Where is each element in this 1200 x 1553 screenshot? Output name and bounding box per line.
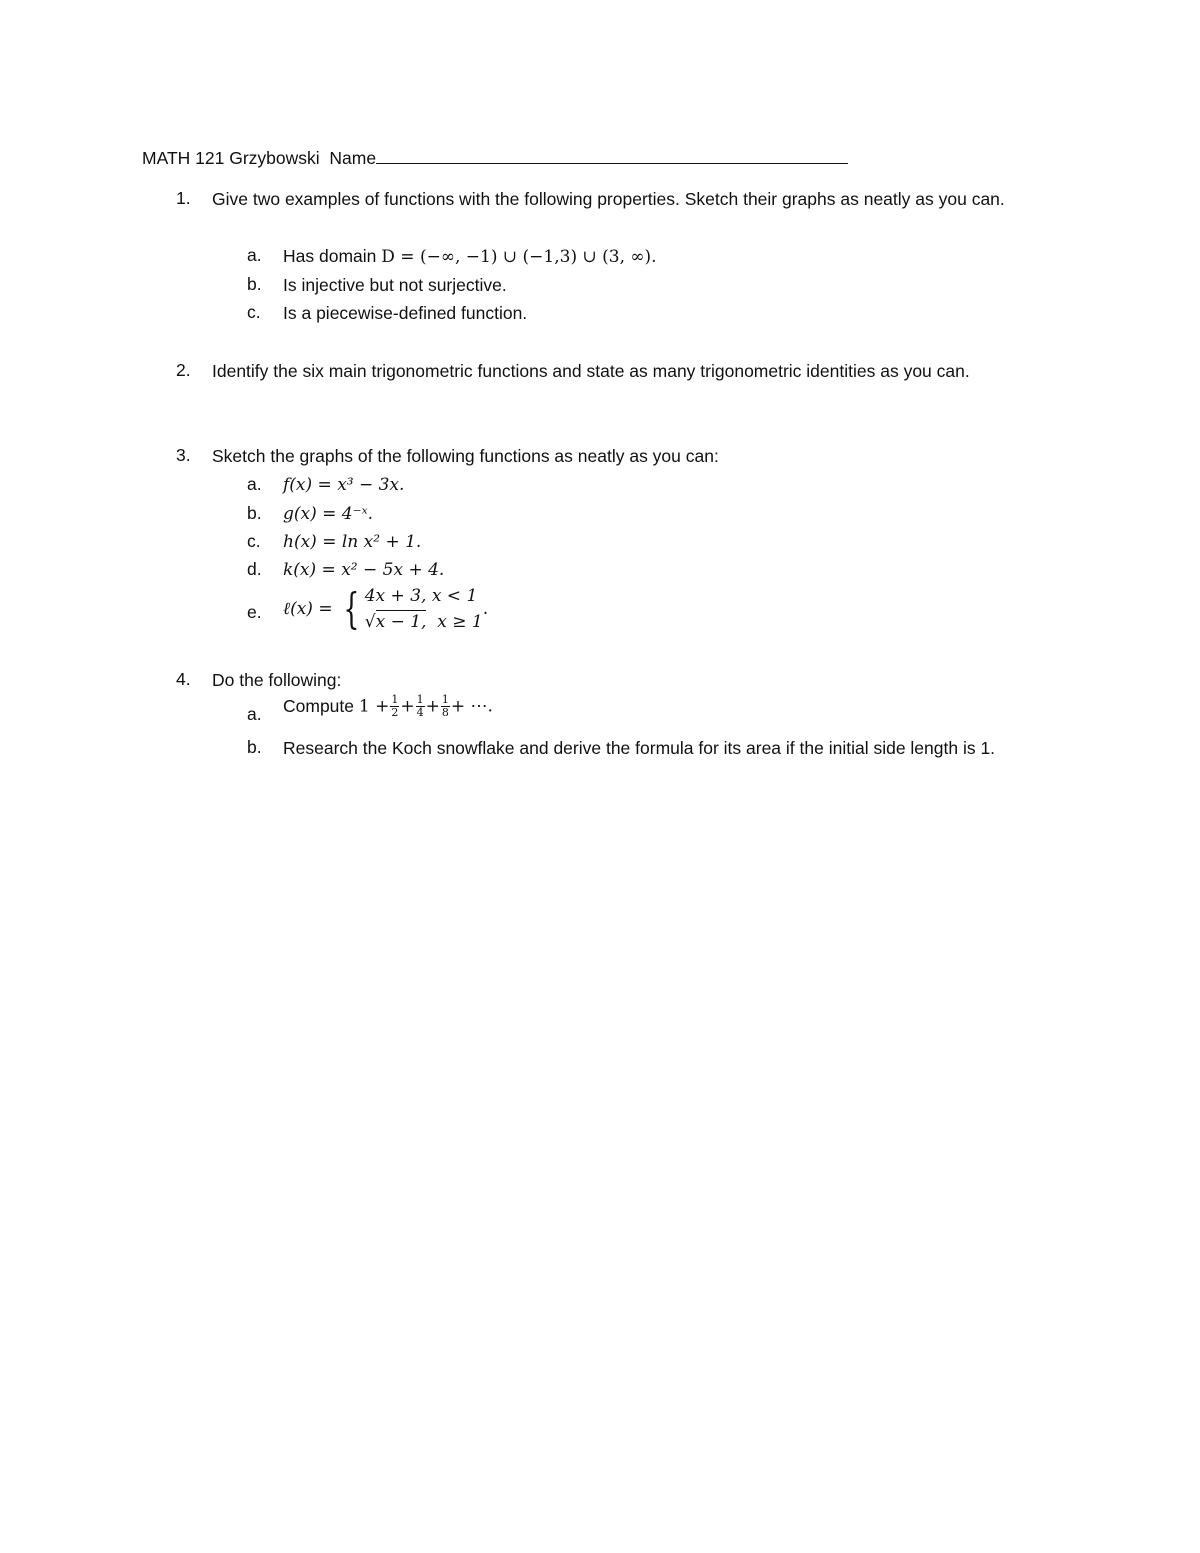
fraction-2 — [416, 694, 425, 719]
q3-part-e-case-2-radicand: x − 1, — [375, 612, 427, 632]
q3-part-d-letter: d. — [247, 559, 262, 579]
q3-part-c-letter: c. — [247, 531, 261, 551]
fraction-2-den: 4 — [416, 706, 424, 719]
q1-part-c-text: Is a piecewise-defined function. — [283, 303, 528, 323]
q3-part-d-math: k(x) = x² − 5x + 4. — [283, 560, 445, 580]
question-1-text: Give two examples of functions with the following properties. Sketch their graphs as neatly as you can. — [212, 189, 1005, 209]
question-3-text: Sketch the graphs of the following functions as neatly as you can: — [212, 446, 719, 466]
name-label: Name — [329, 148, 377, 168]
q3-part-a-math: f(x) = x³ − 3x. — [283, 475, 405, 495]
header — [142, 145, 848, 169]
question-4-number: 4. — [176, 669, 191, 689]
question-2-number: 2. — [176, 360, 191, 380]
q1-part-a-letter: a. — [247, 245, 262, 265]
plus-sign: + — [425, 696, 440, 717]
q3-part-c-math: h(x) = ln x² + 1. — [283, 532, 422, 552]
question-1-number: 1. — [176, 188, 191, 208]
course-code: MATH 121 — [142, 148, 225, 168]
q1-part-a — [283, 242, 1053, 272]
q3-part-e-period: . — [482, 599, 489, 619]
fraction-1-num: 1 — [391, 693, 399, 706]
fraction-1-den: 2 — [391, 706, 399, 719]
q3-part-e-letter: e. — [247, 602, 262, 622]
q4-part-a-letter: a. — [247, 704, 262, 724]
name-blank-line — [376, 145, 848, 164]
fraction-3-num: 1 — [441, 693, 449, 706]
fraction-3-den: 8 — [441, 706, 449, 719]
fraction-3 — [441, 694, 450, 719]
q4-part-a — [283, 694, 1053, 719]
plus-sign: + — [400, 696, 415, 717]
q4-part-b-letter: b. — [247, 737, 262, 757]
q3-part-e-case-1: 4x + 3, x < 1 — [364, 586, 478, 606]
question-3-number: 3. — [176, 445, 191, 465]
q3-part-b-letter: b. — [247, 503, 262, 523]
q4-part-a-text: Compute — [283, 696, 355, 716]
q1-part-a-math: D = (−∞, −1) ∪ (−1,3) ∪ (3, ∞). — [381, 247, 657, 267]
q3-part-e-lhs: ℓ(x) = — [283, 599, 333, 619]
q1-part-a-text: Has domain — [283, 246, 377, 266]
q1-part-b-text: Is injective but not surjective. — [283, 275, 507, 295]
q3-part-e-case-2: √x − 1, x ≥ 1 — [364, 612, 483, 632]
q1-part-b-letter: b. — [247, 274, 262, 294]
q4-part-a-math-start: 1 + — [358, 696, 390, 717]
q3-part-a-letter: a. — [247, 474, 262, 494]
q3-part-b-math: g(x) = 4⁻ˣ. — [283, 504, 374, 524]
q4-part-a-math-end: + ⋯. — [450, 696, 493, 717]
q3-part-e-case-2-cond: x ≥ 1 — [437, 612, 483, 632]
instructor-name: Grzybowski — [229, 148, 320, 168]
fraction-2-num: 1 — [416, 693, 424, 706]
q1-part-c-letter: c. — [247, 302, 261, 322]
q3-part-e-piecewise — [283, 583, 1053, 635]
fraction-1 — [390, 694, 399, 719]
question-2-text: Identify the six main trigonometric functions and state as many trigonometric identities as you can. — [212, 361, 970, 381]
q3-part-e-cases — [365, 583, 483, 635]
q4-part-b-text: Research the Koch snowflake and derive the formula for its area if the initial side length is 1. — [283, 738, 996, 758]
question-4-text: Do the following: — [212, 670, 342, 690]
left-brace-symbol: { — [343, 584, 360, 633]
